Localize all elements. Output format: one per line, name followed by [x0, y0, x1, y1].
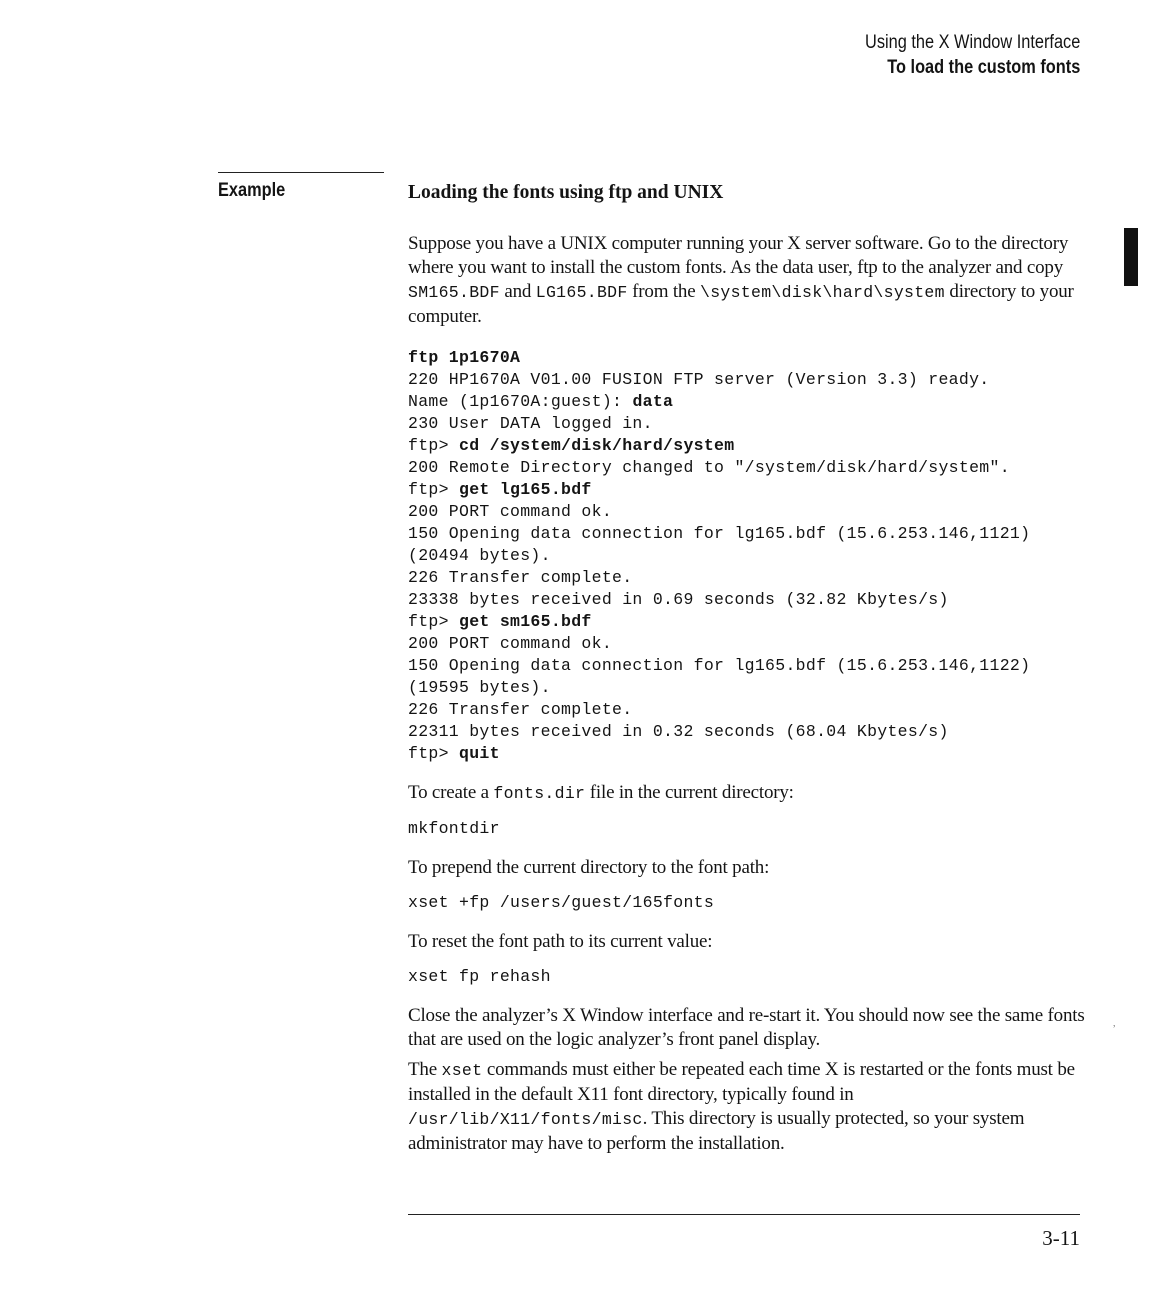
intro-text-1: Suppose you have a UNIX computer running your X server software. Go to the directory where you want to install the custom fonts. As the data user, ftp to the analyzer and copy — [408, 233, 1069, 278]
user-input: quit — [459, 744, 500, 763]
transcript-line — [408, 369, 1088, 391]
final-text-2: commands must either be repeated each time X is restarted or the fonts must be installed in the default X11 font directory, typically found in — [408, 1059, 1075, 1105]
close-restart-paragraph: Close the analyzer’s X Window interface and re-start it. You should now see the same fonts that are used on the logic analyzer’s front panel display. — [408, 1005, 1085, 1050]
running-header — [865, 30, 1080, 80]
transcript-line — [408, 721, 1088, 743]
reset-paragraph: To reset the font path to its current value: — [408, 931, 713, 952]
transcript-line — [408, 743, 1088, 765]
server-output: 200 Remote Directory changed to "/system/disk/hard/system". — [408, 458, 1010, 477]
main-content — [408, 180, 1088, 1156]
ftp-session-transcript — [408, 347, 1088, 765]
transcript-line — [408, 435, 1088, 457]
x11-fonts-path: /usr/lib/X11/fonts/misc — [408, 1110, 643, 1129]
lg165-filename: LG165.BDF — [535, 283, 628, 302]
xset-note-paragraph — [408, 1058, 1088, 1156]
transcript-line — [408, 391, 1088, 413]
example-title: Loading the fonts using ftp and UNIX — [408, 182, 724, 203]
xset-rehash-command: xset fp rehash — [408, 967, 551, 986]
transcript-line — [408, 523, 1088, 545]
transcript-line — [408, 633, 1088, 655]
scan-speck: , — [1113, 1018, 1116, 1029]
server-output: 22311 bytes received in 0.32 seconds (68.04 Kbytes/s) — [408, 722, 949, 741]
xset-command-name: xset — [441, 1061, 483, 1080]
intro-paragraph — [408, 232, 1088, 329]
mkfontdir-command: mkfontdir — [408, 819, 500, 838]
page-number: 3-11 — [1042, 1226, 1080, 1250]
transcript-line — [408, 589, 1088, 611]
user-input: get lg165.bdf — [459, 480, 592, 499]
sm165-filename: SM165.BDF — [408, 283, 500, 302]
final-text-1: The — [408, 1059, 442, 1080]
transcript-line — [408, 611, 1088, 633]
footer-rule — [408, 1214, 1080, 1215]
final-text-3: . This directory is usually protected, so your system administrator may have to perform the installation. — [408, 1108, 1025, 1154]
transcript-line — [408, 501, 1088, 523]
ftp-prompt: ftp> — [408, 744, 460, 763]
server-output: 200 PORT command ok. — [408, 502, 613, 521]
prepend-paragraph: To prepend the current directory to the font path: — [408, 857, 770, 878]
fontsdir-filename: fonts.dir — [493, 784, 586, 803]
transcript-line — [408, 655, 1088, 677]
user-input: get sm165.bdf — [459, 612, 592, 631]
intro-text-3: from the — [627, 281, 700, 302]
ftp-prompt: ftp> — [408, 612, 460, 631]
server-output: 23338 bytes received in 0.69 seconds (32.82 Kbytes/s) — [408, 590, 949, 609]
server-output: (19595 bytes). — [408, 678, 551, 697]
server-output: 220 HP1670A V01.00 FUSION FTP server (Version 3.3) ready. — [408, 370, 990, 389]
ftp-prompt: ftp> — [408, 436, 460, 455]
transcript-line — [408, 677, 1088, 699]
example-label: Example — [218, 180, 286, 201]
create-text-1: To create a — [408, 782, 494, 803]
server-output: (20494 bytes). — [408, 546, 551, 565]
server-output: 230 User DATA logged in. — [408, 414, 653, 433]
transcript-line — [408, 457, 1088, 479]
user-input: cd /system/disk/hard/system — [459, 436, 735, 455]
server-output: Name (1p1670A:guest): — [408, 392, 633, 411]
transcript-line — [408, 413, 1088, 435]
intro-text-4: directory to your computer. — [408, 281, 1074, 327]
server-output: 226 Transfer complete. — [408, 568, 633, 587]
transcript-line — [408, 479, 1088, 501]
transcript-line — [408, 545, 1088, 567]
thumb-tab-marker — [1124, 228, 1138, 286]
transcript-line — [408, 699, 1088, 721]
intro-text-2: and — [499, 281, 536, 302]
user-input: data — [632, 392, 674, 411]
server-output: 226 Transfer complete. — [408, 700, 633, 719]
header-section: Using the X Window Interface — [864, 32, 1080, 53]
create-text-2: file in the current directory: — [585, 782, 794, 803]
xset-fp-command: xset +fp /users/guest/165fonts — [408, 893, 715, 912]
server-output: 200 PORT command ok. — [408, 634, 613, 653]
system-directory-path: \system\disk\hard\system — [700, 283, 945, 302]
user-input: ftp 1p1670A — [408, 348, 521, 367]
transcript-line — [408, 567, 1088, 589]
ftp-prompt: ftp> — [408, 480, 460, 499]
server-output: 150 Opening data connection for lg165.bdf (15.6.253.146,1121) — [408, 524, 1031, 543]
header-subsection: To load the custom fonts — [886, 57, 1080, 78]
sidebar-rule — [218, 172, 384, 173]
server-output: 150 Opening data connection for lg165.bdf (15.6.253.146,1122) — [408, 656, 1031, 675]
create-fontsdir-paragraph — [408, 781, 1088, 806]
transcript-line — [408, 347, 1088, 369]
